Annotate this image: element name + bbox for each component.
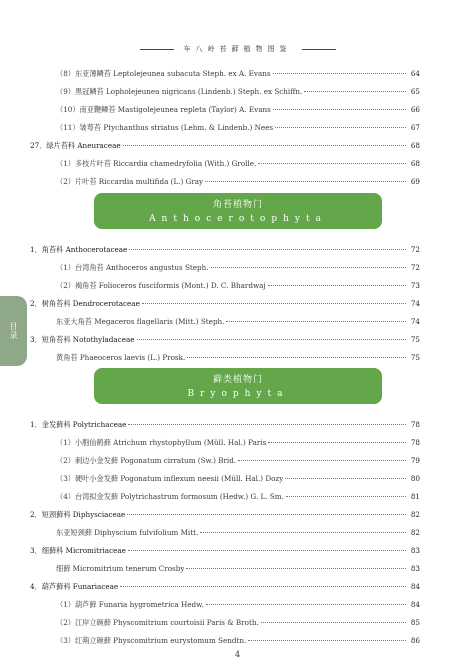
toc-entry-page: 64 bbox=[410, 69, 420, 78]
toc-entry-page: 65 bbox=[410, 87, 420, 96]
toc-entry-label: 黄角苔 Phaeoceros laevis (L.) Prosk. bbox=[56, 353, 186, 362]
toc-entry[interactable] bbox=[30, 295, 420, 313]
toc-entry[interactable] bbox=[30, 65, 420, 83]
leader-dots bbox=[285, 470, 406, 479]
toc-entry-page: 85 bbox=[410, 618, 420, 627]
toc-entry[interactable] bbox=[30, 155, 420, 173]
toc-entry-page: 83 bbox=[410, 546, 420, 555]
toc-entry[interactable] bbox=[30, 578, 420, 596]
page-number: 4 bbox=[234, 650, 241, 659]
toc-entry-label: （1）小胞仙鹤藓 Atrichum rhystophyllum (Müll. Hal.) Paris bbox=[56, 438, 267, 447]
toc-entry-label: （11）皱萼苔 Ptychanthus striatus (Lehm. & Lindenb.) Nees bbox=[56, 123, 274, 132]
toc-entry[interactable] bbox=[30, 349, 420, 367]
toc-entry-page: 74 bbox=[410, 317, 420, 326]
header-rule-left bbox=[140, 49, 174, 50]
leader-dots bbox=[238, 452, 406, 461]
toc-entry[interactable] bbox=[30, 83, 420, 101]
toc-entry[interactable] bbox=[30, 313, 420, 331]
toc-entry-label: （10）南亚鞭鳞苔 Mastigolejeunea repleta (Taylor) A. Evans bbox=[56, 105, 271, 114]
toc-entry[interactable] bbox=[30, 119, 420, 137]
leader-dots bbox=[128, 542, 406, 551]
toc-entry[interactable] bbox=[30, 506, 420, 524]
toc-entry-page: 68 bbox=[410, 159, 420, 168]
toc-entry-page: 81 bbox=[410, 492, 420, 501]
toc-entry-label: （3）红蒴立碗藓 Physcomitrium eurystomum Sendtn. bbox=[56, 636, 247, 645]
toc-entry-page: 69 bbox=[410, 177, 420, 186]
header-rule-right bbox=[302, 49, 336, 50]
toc-entry[interactable] bbox=[30, 416, 420, 434]
toc-entry-page: 72 bbox=[410, 263, 420, 272]
toc-entry-label: 3．短角苔科 Notothyladaceae bbox=[30, 335, 135, 344]
toc-entry[interactable] bbox=[30, 101, 420, 119]
toc-entry[interactable] bbox=[30, 331, 420, 349]
toc-entry-page: 68 bbox=[410, 141, 420, 150]
toc-entry-page: 75 bbox=[410, 335, 420, 344]
leader-dots bbox=[129, 241, 406, 250]
toc-entry-page: 78 bbox=[410, 420, 420, 429]
toc-entry-page: 79 bbox=[410, 456, 420, 465]
toc-entry-label: （1）多枝片叶苔 Riccardia chamedryfolia (With.) Grolle. bbox=[56, 159, 257, 168]
leader-dots bbox=[286, 488, 406, 497]
toc-entry-label: 3．细藓科 Micromitriaceae bbox=[30, 546, 126, 555]
section-title-en: Anthocerotophyta bbox=[149, 214, 327, 224]
toc-entry-page: 82 bbox=[410, 528, 420, 537]
leader-dots bbox=[142, 295, 406, 304]
toc-entry-label: 细藓 Micromitrium tenerum Crosby bbox=[56, 564, 185, 573]
toc-entry[interactable] bbox=[30, 259, 420, 277]
toc-entry-label: 4．葫芦藓科 Funariaceae bbox=[30, 582, 119, 591]
leader-dots bbox=[273, 101, 406, 110]
leader-dots bbox=[128, 416, 406, 425]
toc-entry[interactable] bbox=[30, 137, 420, 155]
toc-entry-label: （2）江岸立碗藓 Physcomitrium courtoisii Paris & Broth. bbox=[56, 618, 259, 627]
contents-side-tab bbox=[0, 296, 27, 366]
leader-dots bbox=[200, 524, 406, 533]
toc-entry-page: 75 bbox=[410, 353, 420, 362]
leader-dots bbox=[127, 506, 406, 515]
toc-entry-page: 67 bbox=[410, 123, 420, 132]
section-header-anthocerotophyta bbox=[94, 193, 382, 229]
toc-entry[interactable] bbox=[30, 434, 420, 452]
leader-dots bbox=[187, 349, 406, 358]
leader-dots bbox=[123, 137, 406, 146]
toc-entry[interactable] bbox=[30, 614, 420, 632]
toc-entry-page: 74 bbox=[410, 299, 420, 308]
side-tab-label: 目录 bbox=[9, 322, 18, 340]
leader-dots bbox=[211, 259, 406, 268]
leader-dots bbox=[186, 560, 406, 569]
toc-entry-label: 东亚大角苔 Megaceros flagellaris (Mitt.) Steph. bbox=[56, 317, 225, 326]
toc-entry-page: 82 bbox=[410, 510, 420, 519]
toc-entry-label: 1．金发藓科 Polytrichaceae bbox=[30, 420, 127, 429]
toc-entry-page: 66 bbox=[410, 105, 420, 114]
toc-entry[interactable] bbox=[30, 596, 420, 614]
leader-dots bbox=[120, 578, 406, 587]
toc-entry-label: （8）东亚薄鳞苔 Leptolejeunea subacuta Steph. ex A. Evans bbox=[56, 69, 271, 78]
leader-dots bbox=[258, 155, 406, 164]
toc-entry-label: （2）褐角苔 Folioceros fusciformis (Mont.) D. C. Bhardwaj bbox=[56, 281, 266, 290]
toc-entry-page: 80 bbox=[410, 474, 420, 483]
section-title-en: Bryophyta bbox=[187, 389, 289, 399]
leader-dots bbox=[273, 65, 406, 74]
toc-entry[interactable] bbox=[30, 524, 420, 542]
leader-dots bbox=[137, 331, 407, 340]
leader-dots bbox=[205, 173, 406, 182]
leader-dots bbox=[268, 277, 406, 286]
toc-entry-page: 86 bbox=[410, 636, 420, 645]
toc-entry[interactable] bbox=[30, 173, 420, 191]
toc-entry[interactable] bbox=[30, 560, 420, 578]
leader-dots bbox=[275, 119, 406, 128]
toc-entry-label: 东亚短颈藓 Diphyscium fulvifolium Mitt. bbox=[56, 528, 199, 537]
toc-entry[interactable] bbox=[30, 542, 420, 560]
toc-entry-label: （1）葫芦藓 Funaria hygrometrica Hedw. bbox=[56, 600, 204, 609]
toc-entry-page: 73 bbox=[410, 281, 420, 290]
toc-entry-label: （4）台湾拟金发藓 Polytrichastrum formosum (Hedw.) G. L. Sm. bbox=[56, 492, 284, 501]
toc-entry-label: （2）片叶苔 Riccardia multifida (L.) Gray bbox=[56, 177, 204, 186]
leader-dots bbox=[268, 434, 406, 443]
toc-entry-page: 84 bbox=[410, 582, 420, 591]
leader-dots bbox=[304, 83, 406, 92]
toc-entry-label: 1．角苔科 Anthocerotaceae bbox=[30, 245, 128, 254]
toc-entry[interactable] bbox=[30, 488, 420, 506]
toc-entry[interactable] bbox=[30, 470, 420, 488]
toc-entry-page: 78 bbox=[410, 438, 420, 447]
toc-entry-page: 84 bbox=[410, 600, 420, 609]
toc-entry-label: （3）硬叶小金发藓 Pogonatum inflexum neesii (Müll. Hal.) Dozy bbox=[56, 474, 284, 483]
leader-dots bbox=[226, 313, 406, 322]
toc-entry-page: 83 bbox=[410, 564, 420, 573]
toc-entry-page: 72 bbox=[410, 245, 420, 254]
section-title-zh: 藓类植物门 bbox=[212, 375, 263, 385]
toc-entry-label: （9）黑冠鳞苔 Lopholejeunea nigricans (Lindenb.) Steph. ex Schiffn. bbox=[56, 87, 303, 96]
section-title-zh: 角苔植物门 bbox=[212, 200, 263, 210]
leader-dots bbox=[248, 632, 406, 641]
running-header bbox=[0, 42, 475, 56]
toc-entry[interactable] bbox=[30, 241, 420, 259]
toc-entry-label: 2．树角苔科 Dendrocerotaceae bbox=[30, 299, 140, 308]
leader-dots bbox=[206, 596, 406, 605]
leader-dots bbox=[261, 614, 406, 623]
toc-entry[interactable] bbox=[30, 452, 420, 470]
header-title: 车八岭苔藓植物图鉴 bbox=[183, 45, 292, 53]
toc-entry[interactable] bbox=[30, 277, 420, 295]
toc-entry-label: （2）刺边小金发藓 Pogonatum cirratum (Sw.) Brid. bbox=[56, 456, 237, 465]
toc-entry-label: 27．绿片苔科 Aneuraceae bbox=[30, 141, 121, 150]
toc-entry-label: 2．短颈藓科 Diphysciaceae bbox=[30, 510, 126, 519]
toc-entry[interactable] bbox=[30, 632, 420, 650]
section-header-bryophyta bbox=[94, 368, 382, 404]
toc-entry-label: （1）台湾角苔 Anthoceros angustus Steph. bbox=[56, 263, 209, 272]
